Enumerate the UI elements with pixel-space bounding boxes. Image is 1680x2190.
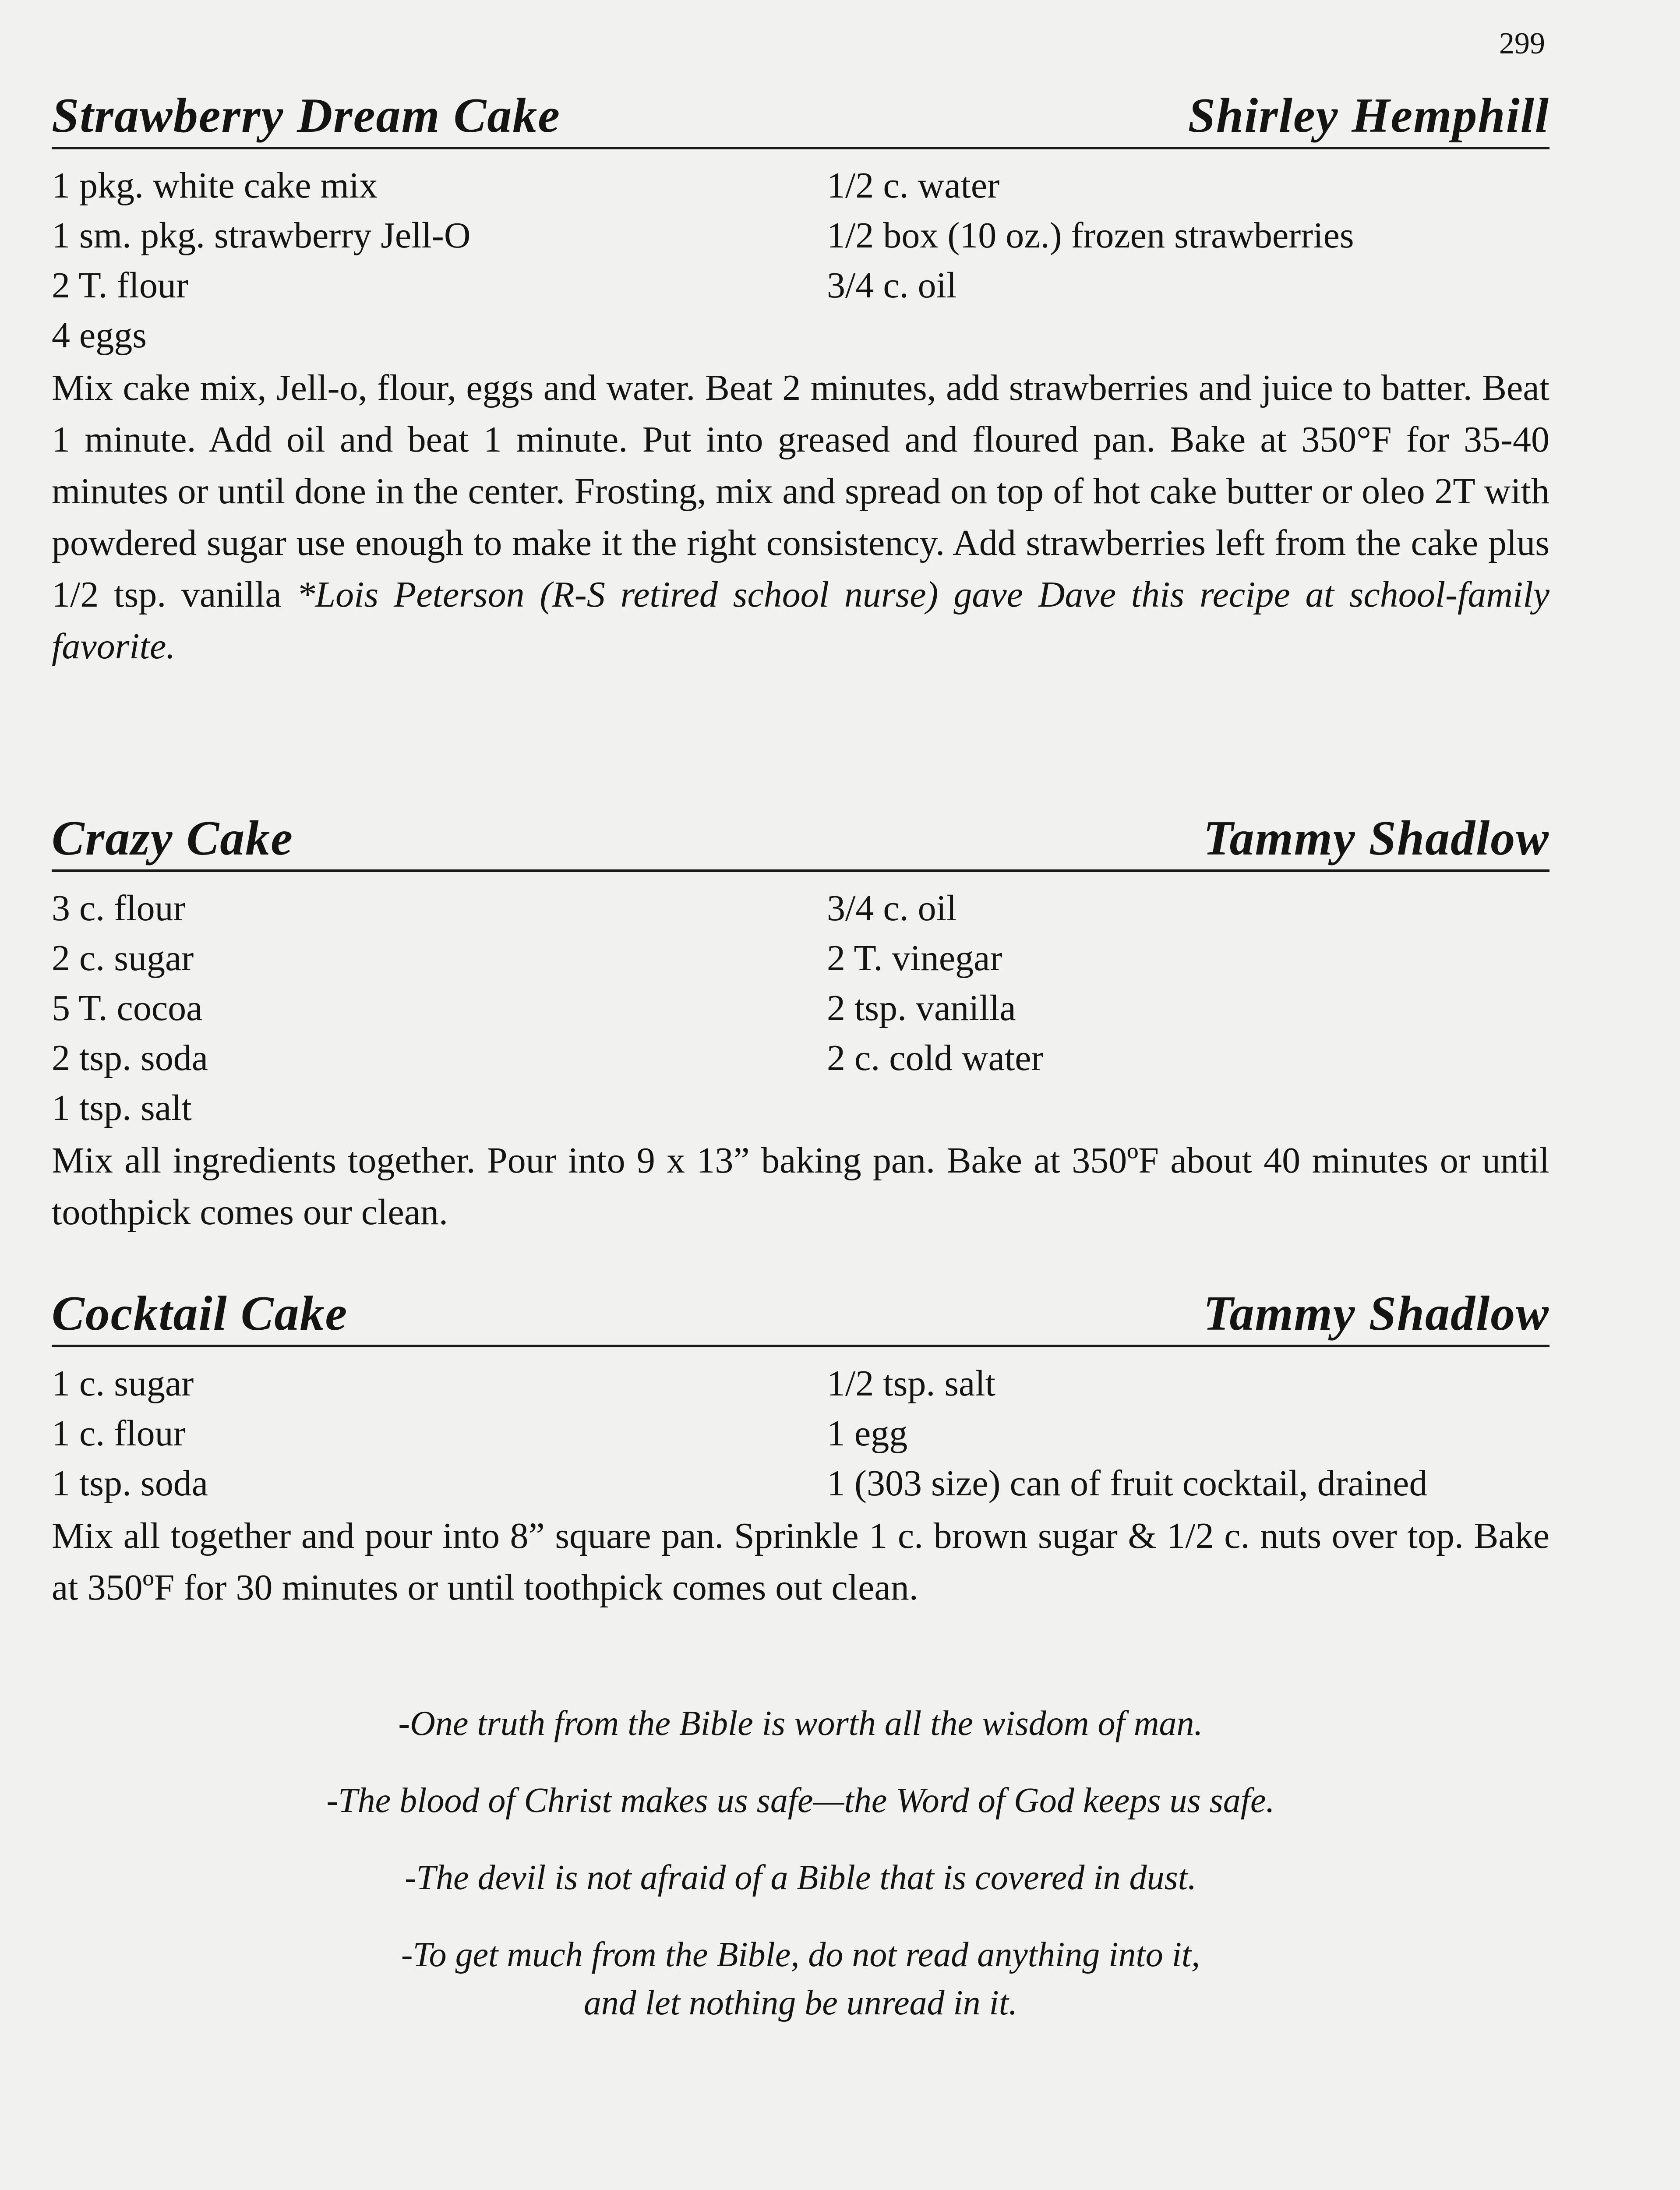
- ingredients: [52, 161, 1549, 360]
- saying: -The blood of Christ makes us safe—the Word of God keeps us safe.: [326, 1781, 1275, 1820]
- ingredient: 2 tsp. vanilla: [827, 987, 1016, 1028]
- ingredients: [52, 1359, 1549, 1508]
- ingredient: 1 (303 size) can of fruit cocktail, drained: [827, 1462, 1428, 1504]
- saying: -One truth from the Bible is worth all the wisdom of man.: [398, 1704, 1203, 1743]
- recipe-title: Crazy Cake: [52, 811, 293, 865]
- ingredients-right-column: [827, 883, 1549, 1133]
- recipe-author: Tammy Shadlow: [1203, 811, 1549, 865]
- ingredient: 1/2 tsp. salt: [827, 1363, 996, 1404]
- ingredient: 3/4 c. oil: [827, 887, 957, 929]
- ingredient: 1/2 c. water: [827, 165, 1000, 206]
- recipe-header: [52, 810, 1549, 872]
- ingredient: 1 pkg. white cake mix: [52, 165, 378, 206]
- ingredient: 1 c. sugar: [52, 1363, 194, 1404]
- recipe-title: Cocktail Cake: [52, 1286, 348, 1341]
- ingredient: 2 c. cold water: [827, 1037, 1044, 1078]
- ingredients-left-column: [52, 1359, 827, 1508]
- ingredient: 1 c. flour: [52, 1413, 186, 1454]
- recipe-author: Shirley Hemphill: [1188, 88, 1549, 143]
- ingredient: 1 sm. pkg. strawberry Jell-O: [52, 215, 471, 256]
- directions: [52, 362, 1549, 672]
- ingredient: 1 egg: [827, 1413, 908, 1454]
- ingredient: 2 c. sugar: [52, 937, 194, 978]
- saying: -The devil is not afraid of a Bible that is covered in dust.: [405, 1858, 1196, 1897]
- page-number: 299: [1499, 27, 1545, 60]
- ingredients-left-column: [52, 883, 827, 1133]
- ingredients-right-column: [827, 161, 1549, 360]
- ingredient: 2 tsp. soda: [52, 1037, 208, 1078]
- ingredient: 5 T. cocoa: [52, 987, 203, 1028]
- recipe-header: [52, 88, 1549, 149]
- saying-line: -To get much from the Bible, do not read anything into it,: [401, 1936, 1200, 1974]
- sayings: [52, 1699, 1549, 2056]
- ingredient: 1/2 box (10 oz.) frozen strawberries: [827, 215, 1354, 256]
- ingredient: 3 c. flour: [52, 887, 186, 929]
- saying-line: and let nothing be unread in it.: [583, 1984, 1018, 2022]
- ingredients-right-column: [827, 1359, 1549, 1508]
- recipe-crazy-cake: [52, 810, 1549, 1275]
- recipe-header: [52, 1286, 1549, 1347]
- saying: [52, 1931, 1549, 2027]
- ingredient: 1 tsp. salt: [52, 1087, 192, 1128]
- recipe-note: *Lois Peterson (R-S retired school nurse) gave Dave this recipe at school-family favorite.: [52, 574, 1550, 667]
- directions: Mix all together and pour into 8” square pan. Sprinkle 1 c. brown sugar & 1/2 c. nuts over top. Bake at 350ºF for 30 minutes or until toothpick comes out clean.: [52, 1515, 1549, 1608]
- directions: Mix all ingredients together. Pour into 9 x 13” baking pan. Bake at 350ºF about 40 minutes or until toothpick comes our clean.: [52, 1140, 1549, 1233]
- ingredient: 1 tsp. soda: [52, 1462, 208, 1504]
- ingredient: 3/4 c. oil: [827, 265, 957, 306]
- ingredient: 2 T. flour: [52, 265, 188, 306]
- recipe-strawberry-dream-cake: [52, 88, 1549, 709]
- recipe-title: Strawberry Dream Cake: [52, 88, 561, 143]
- recipe-cocktail-cake: [52, 1286, 1549, 1650]
- ingredients: [52, 883, 1549, 1133]
- directions-text: Mix cake mix, Jell-o, flour, eggs and water. Beat 2 minutes, add strawberries and juice to batter. Beat 1 minute. Add oil and beat 1 minute. Put into greased and floured pan. Bake at 350°F for 35-40 minutes or until done in the center. Frosting, mix and spread on top of hot cake butter or oleo 2T with powdered sugar use enough to make it the right consistency. Add strawberries left from the cake plus 1/2 tsp. vanilla: [52, 367, 1549, 615]
- ingredients-left-column: [52, 161, 827, 360]
- recipe-author: Tammy Shadlow: [1203, 1286, 1549, 1341]
- ingredient: 2 T. vinegar: [827, 937, 1002, 978]
- ingredient: 4 eggs: [52, 314, 147, 356]
